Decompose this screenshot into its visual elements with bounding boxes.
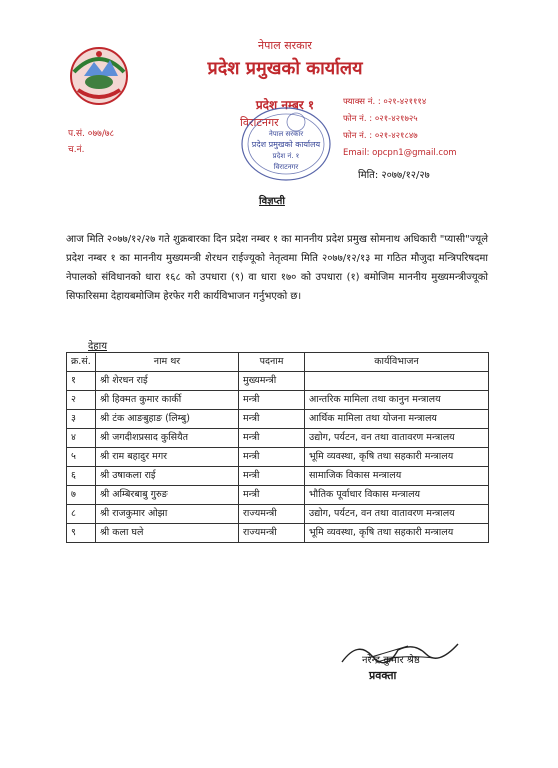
header-name: नाम थर xyxy=(96,353,239,372)
portfolio-cell: आन्तरिक मामिला तथा कानुन मन्त्रालय xyxy=(305,391,489,410)
table-row xyxy=(67,505,489,524)
post-cell: मन्त्री xyxy=(239,410,305,429)
header-portfolio: कार्यविभाजन xyxy=(305,353,489,372)
phone-number-1: फोन नं. : ०२१-४२१७२५ xyxy=(343,114,418,124)
serial-cell: ७ xyxy=(67,486,96,505)
portfolio-cell xyxy=(305,372,489,391)
table-header-row xyxy=(67,353,489,372)
table-row xyxy=(67,429,489,448)
office-location: विराटनगर xyxy=(240,116,279,129)
portfolio-cell: भूमि व्यवस्था, कृषि तथा सहकारी मन्त्रालय xyxy=(305,448,489,467)
fax-number: फ्याक्स नं. : ०२१-४२१११४ xyxy=(343,97,427,107)
name-cell: श्री जगदीशप्रसाद कुसियैत xyxy=(96,429,239,448)
notice-body: आज मिति २०७७/१२/२७ गते शुक्रबारका दिन प्रदेश नम्बर १ का माननीय प्रदेश प्रमुख सोमनाथ अधिकारी "प्यासी"ज्यूले प्रदेश नम्बर १ का माननीय मुख्यमन्त्री शेरधन राईज्यूको नेतृत्वमा मिति २०७७/१२/१३ मा गठित मौजुदा मन्त्रिपरिषदमा नेपालको संविधानको धारा १६८ को उपधारा (९) वा धारा १७० को उपधारा (१) बमोजिम माननीय मुख्यमन्त्रीज्यूको सिफारिसमा देहायबमोजिम हेरफेर गरी कार्यविभाजन गर्नुभएको छ। xyxy=(66,234,488,302)
stamp-line-2: प्रदेश प्रमुखको कार्यालय xyxy=(251,140,321,149)
province-name: प्रदेश नम्बर १ xyxy=(255,98,315,112)
header-serial: क्र.सं. xyxy=(67,353,96,372)
reference-number: प.सं. ०७७/७८ xyxy=(68,129,115,139)
table-row xyxy=(67,448,489,467)
portfolio-cell: आर्थिक मामिला तथा योजना मन्त्रालय xyxy=(305,410,489,429)
document-date: मिति: २०७७/१२/२७ xyxy=(358,170,430,181)
name-cell: श्री अम्बिरबाबु गुरुङ xyxy=(96,486,239,505)
table-row xyxy=(67,372,489,391)
nepal-emblem-icon xyxy=(66,42,132,108)
stamp-line-3: प्रदेश नं. १ xyxy=(272,152,300,160)
portfolio-table xyxy=(66,352,489,543)
table-row xyxy=(67,486,489,505)
name-cell: श्री उषाकला राई xyxy=(96,467,239,486)
post-cell: राज्यमन्त्री xyxy=(239,505,305,524)
portfolio-cell: उद्योग, पर्यटन, वन तथा वातावरण मन्त्रालय xyxy=(305,429,489,448)
name-cell: श्री राजकुमार ओझा xyxy=(96,505,239,524)
post-cell: मन्त्री xyxy=(239,486,305,505)
office-name: प्रदेश प्रमुखको कार्यालय xyxy=(207,58,363,79)
serial-cell: ५ xyxy=(67,448,96,467)
table-row xyxy=(67,410,489,429)
post-cell: मन्त्री xyxy=(239,467,305,486)
stamp-line-1: नेपाल सरकार xyxy=(268,130,304,138)
post-cell: मन्त्री xyxy=(239,429,305,448)
table-row xyxy=(67,524,489,543)
annex-label: देहाय xyxy=(88,341,108,352)
post-cell: राज्यमन्त्री xyxy=(239,524,305,543)
name-cell: श्री शेरधन राई xyxy=(96,372,239,391)
notice-title: विज्ञप्ती xyxy=(259,196,285,207)
phone-number-2: फोन नं. : ०२१-४२१८४७ xyxy=(343,131,418,141)
table-row xyxy=(67,391,489,410)
serial-cell: ६ xyxy=(67,467,96,486)
email-address: Email: opcpn1@gmail.com xyxy=(343,148,457,158)
serial-cell: ३ xyxy=(67,410,96,429)
dispatch-number: च.नं. xyxy=(68,145,85,155)
government-name: नेपाल सरकार xyxy=(258,39,312,52)
signatory-title: प्रवक्ता xyxy=(369,669,397,682)
serial-cell: २ xyxy=(67,391,96,410)
portfolio-cell: सामाजिक विकास मन्त्रालय xyxy=(305,467,489,486)
name-cell: श्री कला घले xyxy=(96,524,239,543)
signatory-name: नरेन्द्र कुमार श्रेष्ठ xyxy=(362,655,420,666)
serial-cell: १ xyxy=(67,372,96,391)
serial-cell: ४ xyxy=(67,429,96,448)
header-post: पदनाम xyxy=(239,353,305,372)
portfolio-cell: भौतिक पूर्वाधार विकास मन्त्रालय xyxy=(305,486,489,505)
serial-cell: ९ xyxy=(67,524,96,543)
stamp-line-4: विराटनगर xyxy=(273,163,299,171)
name-cell: श्री टंक आङबुहाङ (लिम्बु) xyxy=(96,410,239,429)
office-stamp xyxy=(238,102,334,184)
post-cell: मन्त्री xyxy=(239,448,305,467)
post-cell: मुख्यमन्त्री xyxy=(239,372,305,391)
post-cell: मन्त्री xyxy=(239,391,305,410)
portfolio-cell: भूमि व्यवस्था, कृषि तथा सहकारी मन्त्रालय xyxy=(305,524,489,543)
portfolio-cell: उद्योग, पर्यटन, वन तथा वातावरण मन्त्रालय xyxy=(305,505,489,524)
table-row xyxy=(67,467,489,486)
serial-cell: ८ xyxy=(67,505,96,524)
name-cell: श्री राम बहादुर मगर xyxy=(96,448,239,467)
name-cell: श्री हिक्मत कुमार कार्की xyxy=(96,391,239,410)
